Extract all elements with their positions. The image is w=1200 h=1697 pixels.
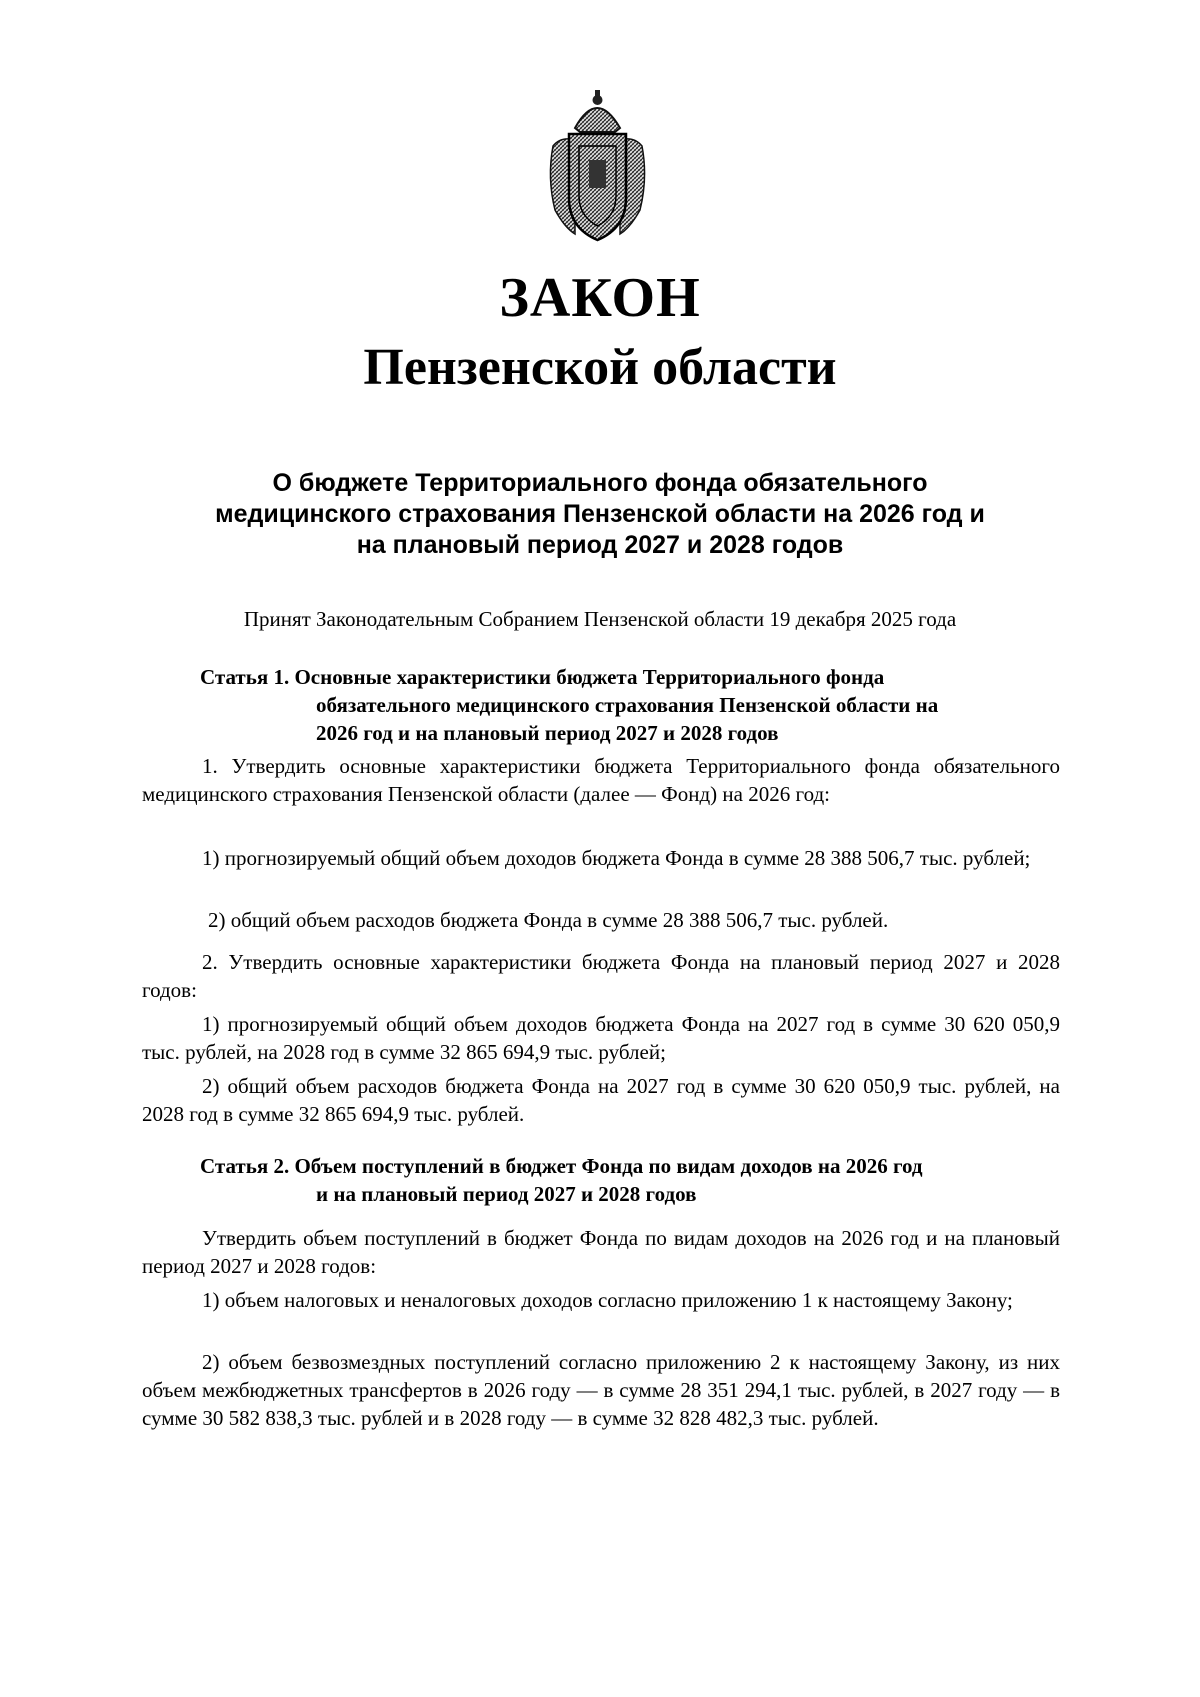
article-1-heading — [200, 663, 1060, 747]
heading-line: на плановый период 2027 и 2028 годов — [356, 531, 844, 559]
article-2-item-2: 2) объем безвозмездных поступлений согласно приложению 2 к настоящему Закону, из них объем межбюджетных трансфертов в 2026 году — в сумме 28 351 294,1 тыс. рублей, в 2027 году — в сумме 30 582 838,3 тыс. рублей и в 2028 году — в сумме 32 828 482,3 тыс. рублей. — [142, 1350, 1060, 1430]
article-1-paragraph-1: 1. Утвердить основные характеристики бюджета Территориального фонда обязательного медицинского страхования Пензенской области (далее — Фонд) на 2026 год: — [142, 754, 1060, 806]
article-heading-line: Статья 2. Объем поступлений в бюджет Фонда по видам доходов на 2026 год — [200, 1154, 923, 1178]
article-2-heading — [200, 1152, 1060, 1208]
heading-line: О бюджете Территориального фонда обязательного — [272, 469, 928, 497]
adoption-note: Принят Законодательным Собранием Пензенской области 19 декабря 2025 года — [243, 607, 957, 631]
heading-line: медицинского страхования Пензенской области на 2026 год и — [215, 500, 985, 528]
article-1-item-2: 2) общий объем расходов бюджета Фонда в сумме 28 388 506,7 тыс. рублей. — [208, 908, 889, 932]
coat-of-arms-icon — [545, 88, 650, 246]
region-title: Пензенской области — [363, 339, 837, 396]
article-heading-line: Статья 1. Основные характеристики бюджета Территориального фонда — [200, 665, 885, 689]
article-1-paragraph-2: 2. Утвердить основные характеристики бюджета Фонда на плановый период 2027 и 2028 годов: — [142, 950, 1060, 1002]
article-1-item-3: 1) прогнозируемый общий объем доходов бюджета Фонда на 2027 год в сумме 30 620 050,9 тыс. рублей, на 2028 год в сумме 32 865 694,9 тыс. рублей; — [142, 1012, 1060, 1064]
article-1-item-4: 2) общий объем расходов бюджета Фонда на 2027 год в сумме 30 620 050,9 тыс. рублей, на 2028 год в сумме 32 865 694,9 тыс. рублей. — [142, 1074, 1060, 1126]
article-2-paragraph-1: Утвердить объем поступлений в бюджет Фонда по видам доходов на 2026 год и на плановый период 2027 и 2028 годов: — [142, 1226, 1060, 1278]
document-heading — [140, 468, 1060, 561]
article-heading-line: и на плановый период 2027 и 2028 годов — [316, 1182, 697, 1206]
article-heading-line: обязательного медицинского страхования Пензенской области на — [316, 693, 939, 717]
article-2-item-1: 1) объем налоговых и неналоговых доходов согласно приложению 1 к настоящему Закону; — [202, 1288, 1013, 1312]
article-heading-line: 2026 год и на плановый период 2027 и 2028 годов — [316, 721, 779, 745]
law-title: ЗАКОН — [499, 267, 701, 329]
article-1-item-1: 1) прогнозируемый общий объем доходов бюджета Фонда в сумме 28 388 506,7 тыс. рублей; — [202, 846, 1031, 870]
